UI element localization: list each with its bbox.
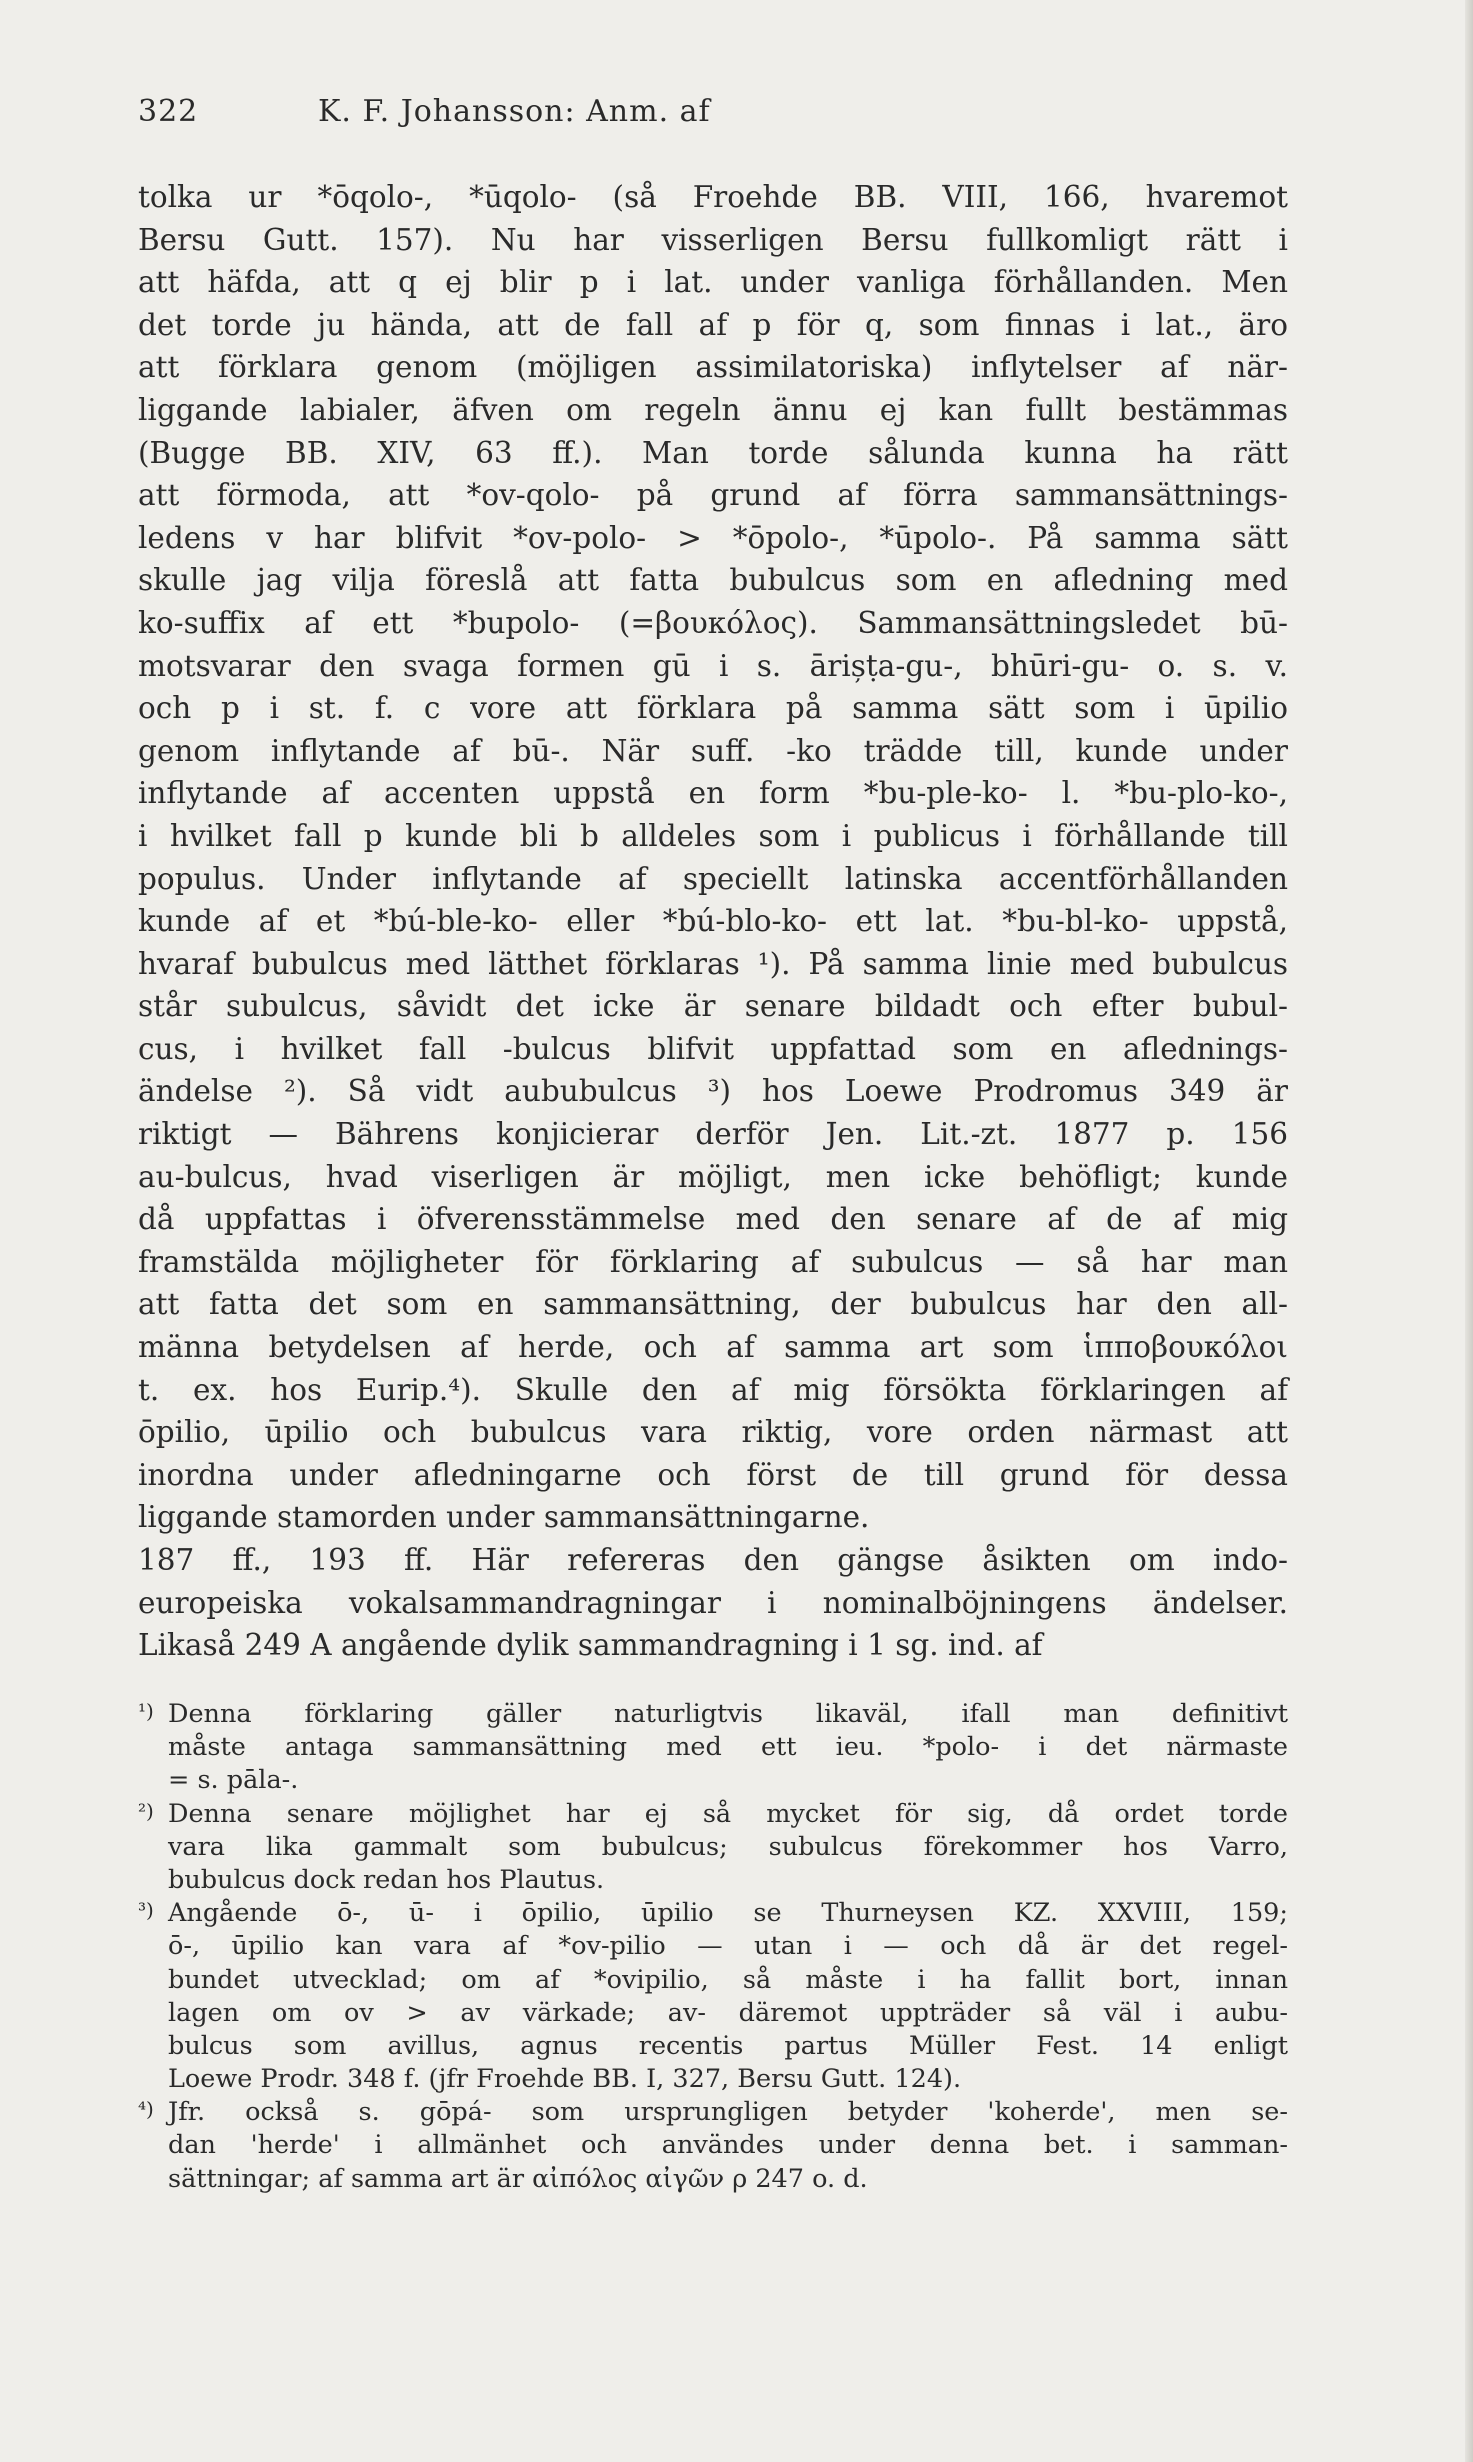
footnote-line <box>138 2096 1288 2129</box>
text-line: då uppfattas i öfverensstämmelse med den senare af de af mig <box>138 1202 1288 1237</box>
text-line: inflytande af accenten uppstå en form *bu-ple-ko- l. *bu-plo-ko-, <box>138 776 1288 811</box>
footnote-text: Jfr. också s. gōpá- som ursprungligen betyder 'koherde', men se- <box>168 2097 1288 2128</box>
text-line: skulle jag vilja föreslå att fatta bubulcus som en afledning med <box>138 563 1288 598</box>
text-line: populus. Under inflytande af speciellt latinska accentförhållanden <box>138 861 1288 896</box>
footnote-text: Denna förklaring gäller naturligtvis likaväl, ifall man definitivt <box>168 1699 1288 1729</box>
text-line: i hvilket fall p kunde bli b alldeles som i publicus i förhållande till <box>138 818 1288 853</box>
text-line: europeiska vokalsammandragningar i nominalböjningens ändelser. <box>138 1585 1288 1620</box>
footnotes <box>138 1698 1288 2196</box>
text-line: (Bugge BB. XIV, 63 ff.). Man torde sålunda kunna ha rätt <box>138 435 1288 470</box>
text-line: Likaså 249 A angående dylik sammandragning i 1 sg. ind. af <box>138 1628 1043 1663</box>
footnote-line <box>138 1698 1288 1731</box>
text-line: männa betydelsen af herde, och af samma art som ἱπποβουκόλοι <box>138 1330 1288 1365</box>
footnote-line: vara lika gammalt som bubulcus; subulcus förekommer hos Varro, <box>168 1831 1288 1862</box>
text-line: liggande stamorden under sammansättningarne. <box>138 1500 870 1535</box>
footnote-line: måste antaga sammansättning med ett ieu. *polo- i det närmaste <box>168 1732 1288 1763</box>
footnote-line: Loewe Prodr. 348 f. (jfr Froehde BB. I, 327, Bersu Gutt. 124). <box>168 2064 962 2095</box>
text-line: att fatta det som en sammansättning, der bubulcus har den all- <box>138 1287 1288 1322</box>
text-line: att förklara genom (möjligen assimilatoriska) inflytelser af när- <box>138 350 1288 385</box>
text-line: står subulcus, såvidt det icke är senare bildadt och efter bubul- <box>138 989 1288 1024</box>
text-line: au-bulcus, hvad viserligen är möjligt, men icke behöfligt; kunde <box>138 1159 1288 1194</box>
text-line: det torde ju hända, att de fall af p för q, som finnas i lat., äro <box>138 307 1288 342</box>
text-line: inordna under afledningarne och först de till grund för dessa <box>138 1457 1288 1492</box>
footnote-line: sättningar; af samma art är αἰπόλος αἰγῶν ρ 247 o. d. <box>168 2163 868 2194</box>
text-line: ändelse ²). Så vidt aububulcus ³) hos Loewe Prodromus 349 är <box>138 1074 1288 1109</box>
text-line: cus, i hvilket fall -bulcus blifvit uppfattad som en aflednings- <box>138 1031 1288 1066</box>
footnote-marker: ³) <box>138 1898 154 1923</box>
text-line: kunde af et *bú-ble-ko- eller *bú-blo-ko- ett lat. *bu-bl-ko- uppstå, <box>138 904 1288 939</box>
footnote-marker: ²) <box>138 1798 154 1823</box>
footnote-text: Angående ō-, ū- i ōpilio, ūpilio se Thurneysen KZ. XXVIII, 159; <box>168 1898 1288 1929</box>
text-line: liggande labialer, äfven om regeln ännu ej kan fullt bestämmas <box>138 392 1288 427</box>
footnote-marker: ¹) <box>138 1699 154 1723</box>
footnote-line <box>138 1897 1288 1930</box>
text-line: riktigt — Bährens konjicierar derför Jen. Lit.-zt. 1877 p. 156 <box>138 1117 1288 1152</box>
main-text <box>138 176 1288 1667</box>
text-line: och p i st. f. c vore att förklara på samma sätt som i ūpilio <box>138 691 1288 726</box>
footnote-marker: ⁴) <box>138 2097 154 2122</box>
footnote-line <box>138 1798 1288 1831</box>
footnote-line: ō-, ūpilio kan vara af *ov-pilio — utan i — och då är det regel- <box>168 1931 1288 1962</box>
footnote-line: bundet utvecklad; om af *ovipilio, så måste i ha fallit bort, innan <box>168 1964 1288 1995</box>
footnote-line: lagen om ov > av värkade; av- däremot uppträder så väl i aubu- <box>168 1997 1288 2028</box>
running-header <box>138 94 1288 134</box>
text-line: att häfda, att q ej blir p i lat. under vanliga förhållanden. Men <box>138 265 1288 300</box>
footnote-line: bubulcus dock redan hos Plautus. <box>168 1864 605 1895</box>
text-line: ōpilio, ūpilio och bubulcus vara riktig, vore orden närmast att <box>138 1415 1288 1450</box>
text-line: ledens v har blifvit *ov-polo- > *ōpolo-, *ūpolo-. På samma sätt <box>138 520 1288 555</box>
text-line: tolka ur *ōqolo-, *ūqolo- (så Froehde BB. VIII, 166, hvaremot <box>138 180 1288 214</box>
text-line: motsvarar den svaga formen gū i s. ārișṭa-gu-, bhūri-gu- o. s. v. <box>138 648 1288 683</box>
footnote-line: = s. pāla-. <box>168 1765 299 1796</box>
text-line: hvaraf bubulcus med lätthet förklaras ¹). På samma linie med bubulcus <box>138 946 1288 981</box>
footnote-line: dan 'herde' i allmänhet och användes under denna bet. i samman- <box>168 2130 1288 2161</box>
text-line: genom inflytande af bū-. När suff. -ko trädde till, kunde under <box>138 733 1288 768</box>
text-line: framstälda möjligheter för förklaring af subulcus — så har man <box>138 1244 1288 1279</box>
text-line: ko-suffix af ett *bupolo- (=βουκόλος). Sammansättningsledet bū- <box>138 605 1288 640</box>
page-edge-shadow <box>1465 0 1473 2462</box>
running-title: K. F. Johansson: Anm. af <box>318 94 711 129</box>
footnote-line: bulcus som avillus, agnus recentis partus Müller Fest. 14 enligt <box>168 2030 1288 2061</box>
footnote-text: Denna senare möjlighet har ej så mycket för sig, då ordet torde <box>168 1798 1288 1829</box>
text-line: t. ex. hos Eurip.⁴). Skulle den af mig försökta förklaringen af <box>138 1372 1288 1407</box>
text-line: att förmoda, att *ov-qolo- på grund af förra sammansättnings- <box>138 478 1288 513</box>
text-line: 187 ff., 193 ff. Här refereras den gängse åsikten om indo- <box>138 1543 1288 1577</box>
text-line: Bersu Gutt. 157). Nu har visserligen Bersu fullkomligt rätt i <box>138 222 1288 257</box>
page-number: 322 <box>138 94 199 129</box>
